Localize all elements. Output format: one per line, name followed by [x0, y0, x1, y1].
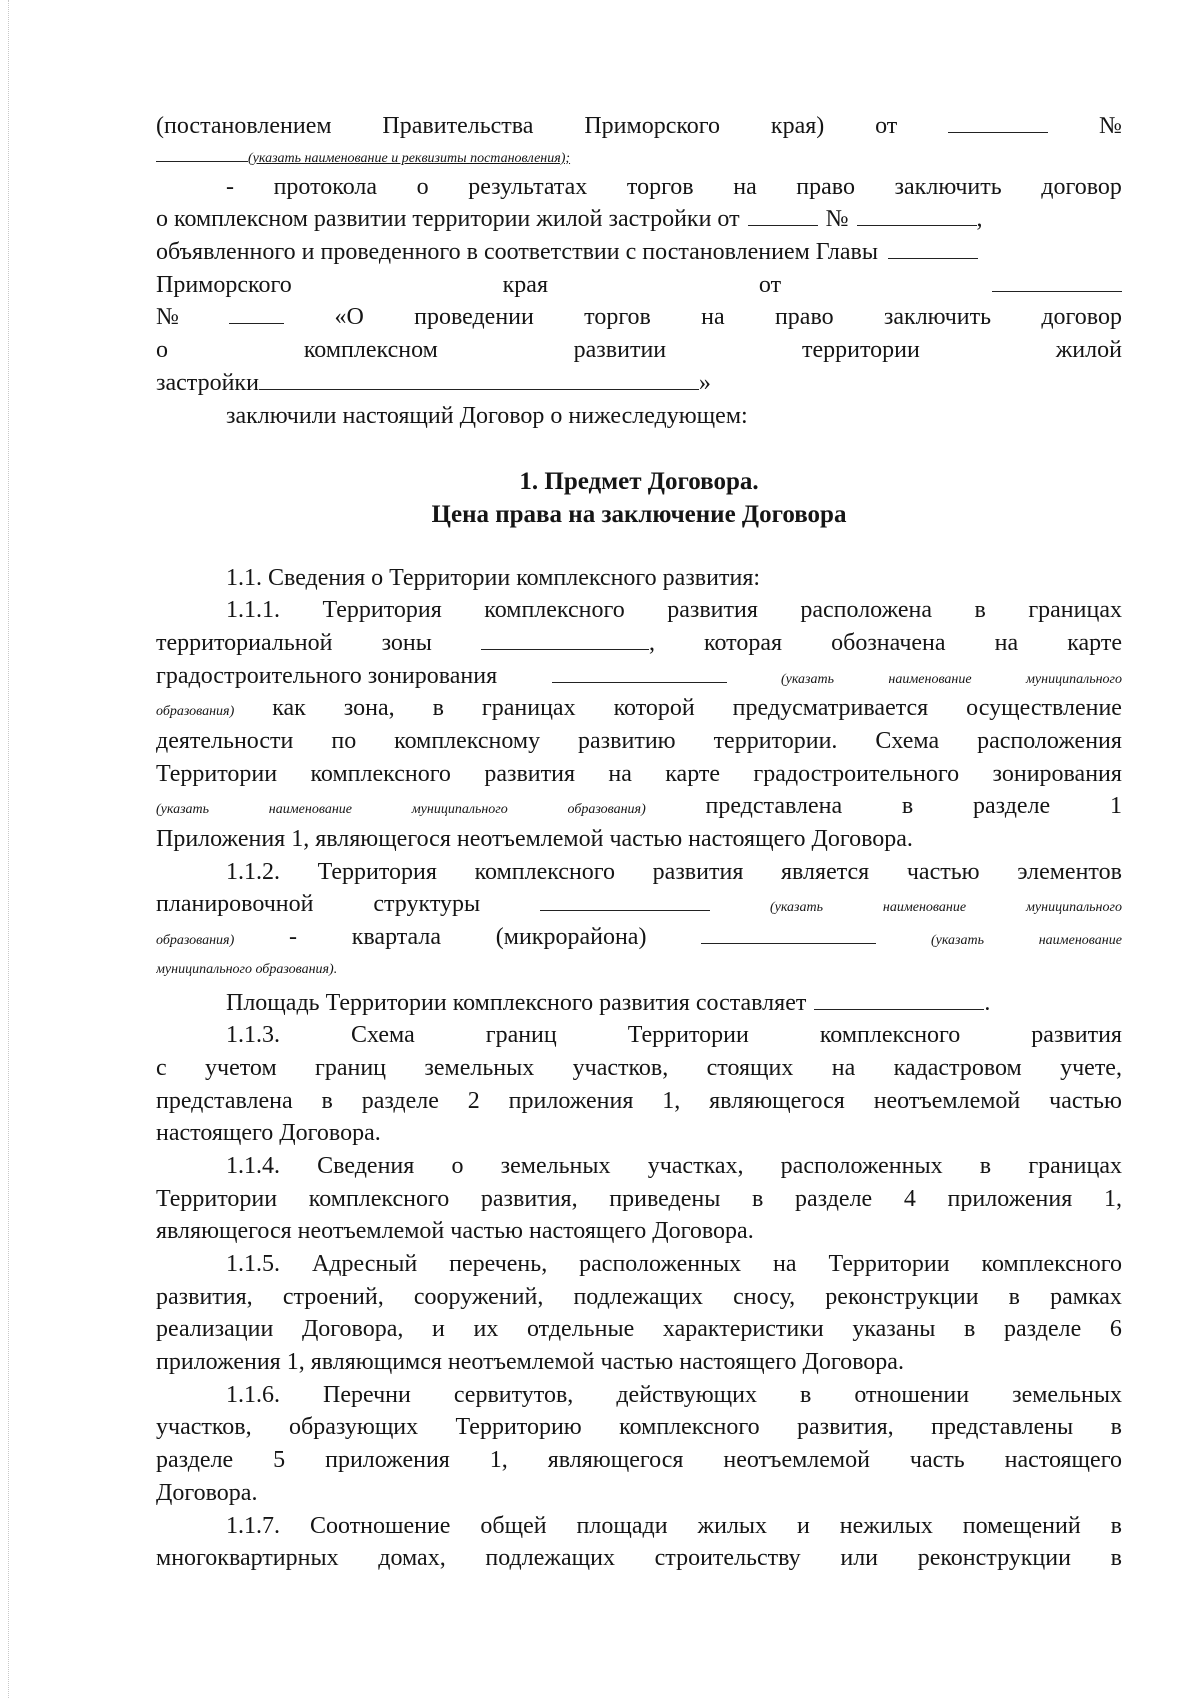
word: в — [964, 1316, 976, 1343]
word: комплексного — [619, 1414, 760, 1441]
word: Перечни — [323, 1381, 411, 1408]
clause-1-1-2-line-2 — [156, 888, 1122, 921]
word: Сведения — [317, 1152, 415, 1179]
intro-line-10 — [156, 400, 1122, 433]
word: проведении — [414, 304, 534, 331]
word: жилых — [697, 1512, 768, 1539]
word: 2 — [467, 1087, 480, 1114]
note-word: образования) — [567, 802, 646, 818]
word: с — [156, 1054, 167, 1081]
word: - — [288, 924, 297, 951]
word: границах — [1028, 1152, 1122, 1179]
clause-1-1-2-line-1 — [156, 856, 1122, 889]
word: представлены — [931, 1414, 1074, 1441]
word: 4 — [903, 1185, 916, 1212]
number-blank — [156, 143, 248, 162]
word: реконструкции — [917, 1545, 1071, 1572]
word: комплексного — [819, 1022, 961, 1049]
word: на — [733, 173, 757, 200]
word: общей — [480, 1512, 547, 1539]
word: учетом — [205, 1054, 277, 1081]
word: являющегося — [709, 1087, 845, 1114]
word: 1, — [662, 1087, 681, 1114]
word: разделе — [1004, 1316, 1082, 1343]
word: градостроительного — [753, 760, 960, 787]
text: 1.1. Сведения о Территории комплексного развития: — [226, 564, 761, 591]
word: по — [331, 728, 357, 754]
clause-1-1-6-line-3 — [156, 1444, 1122, 1477]
text: заключили настоящий Договор о нижеследующем: — [226, 402, 748, 429]
word: территории — [802, 337, 920, 364]
word: являющегося — [547, 1447, 684, 1474]
word: неотъемлемой — [723, 1447, 870, 1474]
word: многоквартирных — [156, 1545, 339, 1572]
word: комплексного — [981, 1251, 1122, 1277]
word: на — [994, 629, 1019, 656]
word: 1 — [1109, 793, 1122, 820]
word: в — [1110, 1414, 1122, 1441]
text: . — [984, 989, 991, 1016]
number-blank — [857, 203, 977, 226]
word: территориальной — [156, 629, 333, 656]
word: сооружений, — [413, 1283, 544, 1310]
word: (микрорайона) — [495, 924, 647, 951]
decree-note: (указать наименование и реквизиты постановления); — [248, 150, 571, 166]
text: застройки — [156, 369, 259, 396]
spacer — [156, 532, 1122, 562]
word: является — [781, 858, 870, 885]
word: разделе — [361, 1087, 439, 1114]
word: деятельности — [156, 728, 294, 754]
note-word: муниципального — [1025, 900, 1122, 916]
word: 1.1.4. — [226, 1152, 280, 1179]
word: Территории — [627, 1022, 749, 1049]
note-word: наименование — [888, 671, 972, 687]
clause-1-1-6-line-2 — [156, 1411, 1122, 1444]
clause-1-1-4-line-1 — [156, 1150, 1122, 1183]
word: сносу, — [733, 1283, 796, 1310]
word: приложения — [508, 1087, 634, 1114]
clause-1-1-5-line-2 — [156, 1281, 1122, 1314]
clause-1-1-3-line-2 — [156, 1052, 1122, 1085]
word: развития — [1031, 1022, 1122, 1049]
word: подлежащих — [573, 1283, 704, 1310]
clause-1-1-6-line-4 — [156, 1477, 1122, 1510]
word: от — [875, 113, 898, 139]
word: участках, — [647, 1152, 744, 1179]
word: 1, — [489, 1447, 508, 1474]
word: Территорию — [455, 1414, 582, 1441]
spacer — [156, 432, 1122, 466]
text: объявленного и проведенного в соответствии с постановлением Главы — [156, 239, 878, 266]
word: жилой — [1055, 337, 1122, 364]
word: в — [1110, 1512, 1122, 1539]
word: элементов — [1017, 858, 1122, 885]
word: на — [831, 1054, 856, 1081]
page-scan-edge — [8, 0, 9, 1698]
word: Соотношение — [309, 1512, 451, 1539]
note-word: наименование — [268, 802, 352, 818]
word: развития, — [156, 1283, 253, 1310]
intro-line-4 — [156, 203, 1122, 236]
text: » — [698, 369, 711, 396]
word: Схема — [875, 728, 940, 754]
intro-line-9 — [156, 367, 1122, 400]
word: и — [432, 1316, 445, 1343]
text: Договора. — [156, 1479, 258, 1506]
text: градостроительного зонирования — [156, 662, 498, 689]
word: рамках — [1050, 1283, 1122, 1310]
word: на — [773, 1251, 797, 1277]
word: 1.1.2. — [226, 858, 280, 885]
word: сервитутов, — [453, 1381, 574, 1408]
number-blank — [229, 301, 284, 324]
word: комплексного — [310, 760, 451, 787]
word: в — [974, 597, 986, 624]
word: - — [226, 173, 234, 200]
intro-line-7 — [156, 301, 1122, 334]
word: которой — [613, 695, 695, 722]
word: от — [758, 271, 782, 298]
word: Адресный — [311, 1251, 418, 1277]
document-page — [156, 110, 1122, 1575]
word: заключить — [894, 173, 1002, 200]
word: реконструкции — [825, 1283, 979, 1310]
word: осуществление — [966, 695, 1122, 722]
word: стоящих — [706, 1054, 794, 1081]
word: торгов — [584, 304, 651, 331]
word: указаны — [852, 1316, 936, 1343]
word: отдельные — [526, 1316, 635, 1343]
word: нежилых — [839, 1512, 933, 1539]
word: в — [432, 695, 444, 722]
date-blank — [748, 203, 818, 226]
word: о — [416, 173, 429, 200]
word: Схема — [350, 1022, 415, 1049]
word: границ — [315, 1054, 387, 1081]
word: границах — [481, 695, 576, 722]
clause-1-1-1-line-6 — [156, 758, 1122, 791]
word: «О — [334, 304, 364, 331]
word: развития — [652, 858, 744, 885]
word: Территории — [156, 760, 278, 787]
word: на — [608, 760, 632, 787]
text: Площадь Территории комплексного развития составляет — [226, 989, 807, 1016]
word: договор — [1041, 304, 1122, 331]
clause-1-1-1-line-8 — [156, 823, 1122, 856]
clause-1-1 — [156, 562, 1122, 595]
word: комплексном — [303, 337, 438, 364]
word: земельных — [1012, 1381, 1122, 1408]
note-word: (указать — [930, 933, 984, 949]
intro-line-5 — [156, 236, 1122, 269]
district-blank — [701, 921, 876, 944]
word: обозначена — [831, 629, 946, 656]
word: в — [1008, 1283, 1021, 1310]
clause-area-line — [156, 987, 1122, 1020]
word: Правительства — [382, 113, 534, 139]
word: территории. — [713, 728, 838, 754]
word: образующих — [289, 1414, 419, 1441]
clause-1-1-6-line-1 — [156, 1379, 1122, 1412]
note-word: муниципального — [411, 802, 508, 818]
note-word: муниципального — [1026, 671, 1122, 687]
word: участков, — [156, 1414, 252, 1441]
word: 1.1.5. — [226, 1251, 280, 1277]
note-word: образования) — [156, 933, 235, 949]
word: Территории — [156, 1185, 278, 1212]
word: расположенных — [780, 1152, 943, 1179]
section-title-1: 1. Предмет Договора. — [519, 468, 759, 496]
clause-1-1-7-line-1 — [156, 1510, 1122, 1543]
word: о — [451, 1152, 464, 1179]
word: часть — [909, 1447, 965, 1474]
word: учете, — [1060, 1054, 1122, 1081]
word: результатах — [468, 173, 588, 200]
word: расположенных — [579, 1251, 742, 1277]
clause-1-1-5-line-3 — [156, 1313, 1122, 1346]
note-word: (указать — [769, 900, 823, 916]
clause-1-1-4-line-3 — [156, 1215, 1122, 1248]
word: частью — [906, 858, 980, 885]
word: карте — [1067, 629, 1122, 656]
word: земельных — [424, 1054, 535, 1081]
word: в — [321, 1087, 333, 1114]
word: договор — [1041, 173, 1122, 200]
word: комплексному — [394, 728, 541, 754]
clause-1-1-5-line-1 — [156, 1248, 1122, 1281]
word: в — [1110, 1545, 1122, 1572]
clause-1-1-1-line-3 — [156, 660, 1122, 693]
clause-1-1-3-line-1 — [156, 1019, 1122, 1052]
word: развития — [667, 597, 758, 624]
word: торгов — [626, 173, 694, 200]
word: 6 — [1109, 1316, 1122, 1343]
clause-1-1-1-line-2 — [156, 627, 1122, 660]
clause-1-1-3-line-4 — [156, 1117, 1122, 1150]
decree-blank — [888, 236, 978, 259]
number-sign: № — [156, 304, 179, 331]
word: площади — [576, 1512, 668, 1539]
text: настоящего Договора. — [156, 1120, 381, 1147]
word: планировочной — [156, 891, 314, 918]
word: в — [901, 793, 914, 820]
word: комплексного — [484, 597, 625, 624]
intro-line-1 — [156, 110, 1122, 143]
word: Территория — [322, 597, 442, 624]
word: их — [473, 1316, 499, 1343]
word: приведены — [609, 1185, 721, 1212]
note-word: наименование — [1038, 933, 1122, 949]
intro-line-2 — [156, 143, 1122, 171]
note-text: муниципального образования). — [156, 961, 338, 977]
word: строительству — [654, 1545, 801, 1572]
word: разделе — [156, 1447, 234, 1474]
clause-1-1-2-line-4 — [156, 954, 1122, 987]
note-word: наименование — [882, 900, 967, 916]
word: помещений — [962, 1512, 1081, 1539]
word: комплексного — [474, 858, 616, 885]
word: предусматривается — [732, 695, 929, 722]
clause-1-1-1-line-4 — [156, 692, 1122, 725]
word: развития, — [797, 1414, 894, 1441]
word: комплексного — [308, 1185, 450, 1212]
word: в — [751, 1185, 764, 1212]
area-blank — [814, 987, 984, 1010]
word: настоящего — [1004, 1447, 1122, 1474]
word: протокола — [273, 173, 378, 200]
word: и — [797, 1512, 810, 1539]
date-blank — [948, 110, 1048, 133]
clause-1-1-1-line-7 — [156, 790, 1122, 823]
word: домах, — [378, 1545, 446, 1572]
word: приложения — [947, 1185, 1073, 1212]
word: расположена — [800, 597, 932, 624]
word: расположения — [977, 728, 1122, 754]
clause-1-1-5-line-4 — [156, 1346, 1122, 1379]
word: 1.1.7. — [226, 1512, 280, 1539]
word: Приморского — [584, 113, 721, 139]
word: заключить — [883, 304, 992, 331]
word: Территории — [828, 1251, 950, 1277]
word: структуры — [373, 891, 481, 918]
word: строений, — [282, 1283, 384, 1310]
clause-1-1-4-line-2 — [156, 1183, 1122, 1216]
text: Приложения 1, являющегося неотъемлемой частью настоящего Договора. — [156, 826, 913, 853]
word: границах — [1028, 597, 1122, 624]
word: Договора, — [301, 1316, 404, 1343]
number-sign: № — [825, 206, 849, 233]
text: приложения 1, являющимся неотъемлемой частью настоящего Договора. — [156, 1349, 904, 1376]
text: о комплексном развитии территории жилой застройки от — [156, 206, 740, 233]
section-title-2: Цена права на заключение Договора — [431, 500, 847, 528]
map-blank — [552, 660, 727, 683]
word: на — [701, 304, 725, 331]
word: частью — [1049, 1087, 1122, 1114]
date-blank — [992, 269, 1122, 292]
word: 1.1.6. — [226, 1381, 280, 1408]
word: Территория — [317, 858, 437, 885]
note-word: образования) — [156, 704, 235, 720]
clause-1-1-2-line-3 — [156, 921, 1122, 954]
zone-blank — [481, 627, 649, 650]
intro-line-6 — [156, 269, 1122, 302]
text: , — [648, 629, 655, 656]
word: карте — [665, 760, 721, 787]
word: (постановлением — [156, 113, 332, 139]
intro-line-8 — [156, 334, 1122, 367]
word: подлежащих — [485, 1545, 615, 1572]
word: развития — [484, 760, 575, 787]
word: края) — [770, 113, 825, 139]
word: развитию — [578, 728, 676, 754]
word: приложения — [325, 1447, 450, 1474]
number-sign: № — [1099, 113, 1122, 139]
word: право — [774, 304, 834, 331]
text: являющегося неотъемлемой частью настоящего Договора. — [156, 1218, 754, 1245]
word: представлена — [156, 1087, 293, 1114]
word: Приморского — [156, 271, 292, 298]
word: действующих — [616, 1381, 757, 1408]
word: отношении — [854, 1381, 970, 1408]
word: как — [272, 695, 306, 722]
word: участков, — [572, 1054, 669, 1081]
word: кадастровом — [893, 1054, 1022, 1081]
word: или — [840, 1545, 879, 1572]
word: неотъемлемой — [873, 1087, 1021, 1114]
word: разделе — [973, 793, 1051, 820]
structure-blank — [540, 888, 710, 911]
word: в — [800, 1381, 812, 1408]
clause-1-1-3-line-3 — [156, 1085, 1122, 1118]
word: характеристики — [662, 1316, 824, 1343]
word: развития, — [480, 1185, 578, 1212]
note-word: (указать — [156, 802, 210, 818]
word: перечень, — [449, 1251, 548, 1277]
word: границ — [485, 1022, 557, 1049]
clause-1-1-7-line-2 — [156, 1542, 1122, 1575]
word: разделе — [795, 1185, 873, 1212]
word: зонирования — [992, 760, 1122, 787]
title-blank — [259, 367, 699, 390]
word: представлена — [705, 793, 843, 820]
word: реализации — [156, 1316, 274, 1343]
word: 1, — [1103, 1185, 1122, 1212]
text: , — [976, 206, 983, 233]
word: 1.1.1. — [226, 597, 280, 624]
word: зона, — [343, 695, 395, 722]
word: земельных — [500, 1152, 611, 1179]
intro-line-3 — [156, 171, 1122, 204]
word: 1.1.3. — [226, 1022, 280, 1049]
word: о — [156, 337, 168, 364]
note-word: (указать — [780, 671, 834, 687]
clause-1-1-1-line-5 — [156, 725, 1122, 758]
word: право — [796, 173, 855, 200]
word: 5 — [273, 1447, 286, 1474]
word: которая — [704, 629, 783, 656]
word: зоны — [381, 629, 432, 656]
word: квартала — [351, 924, 442, 951]
word: развитии — [573, 337, 667, 364]
word: в — [979, 1152, 992, 1179]
clause-1-1-1-line-1 — [156, 594, 1122, 627]
word: края — [502, 271, 548, 298]
